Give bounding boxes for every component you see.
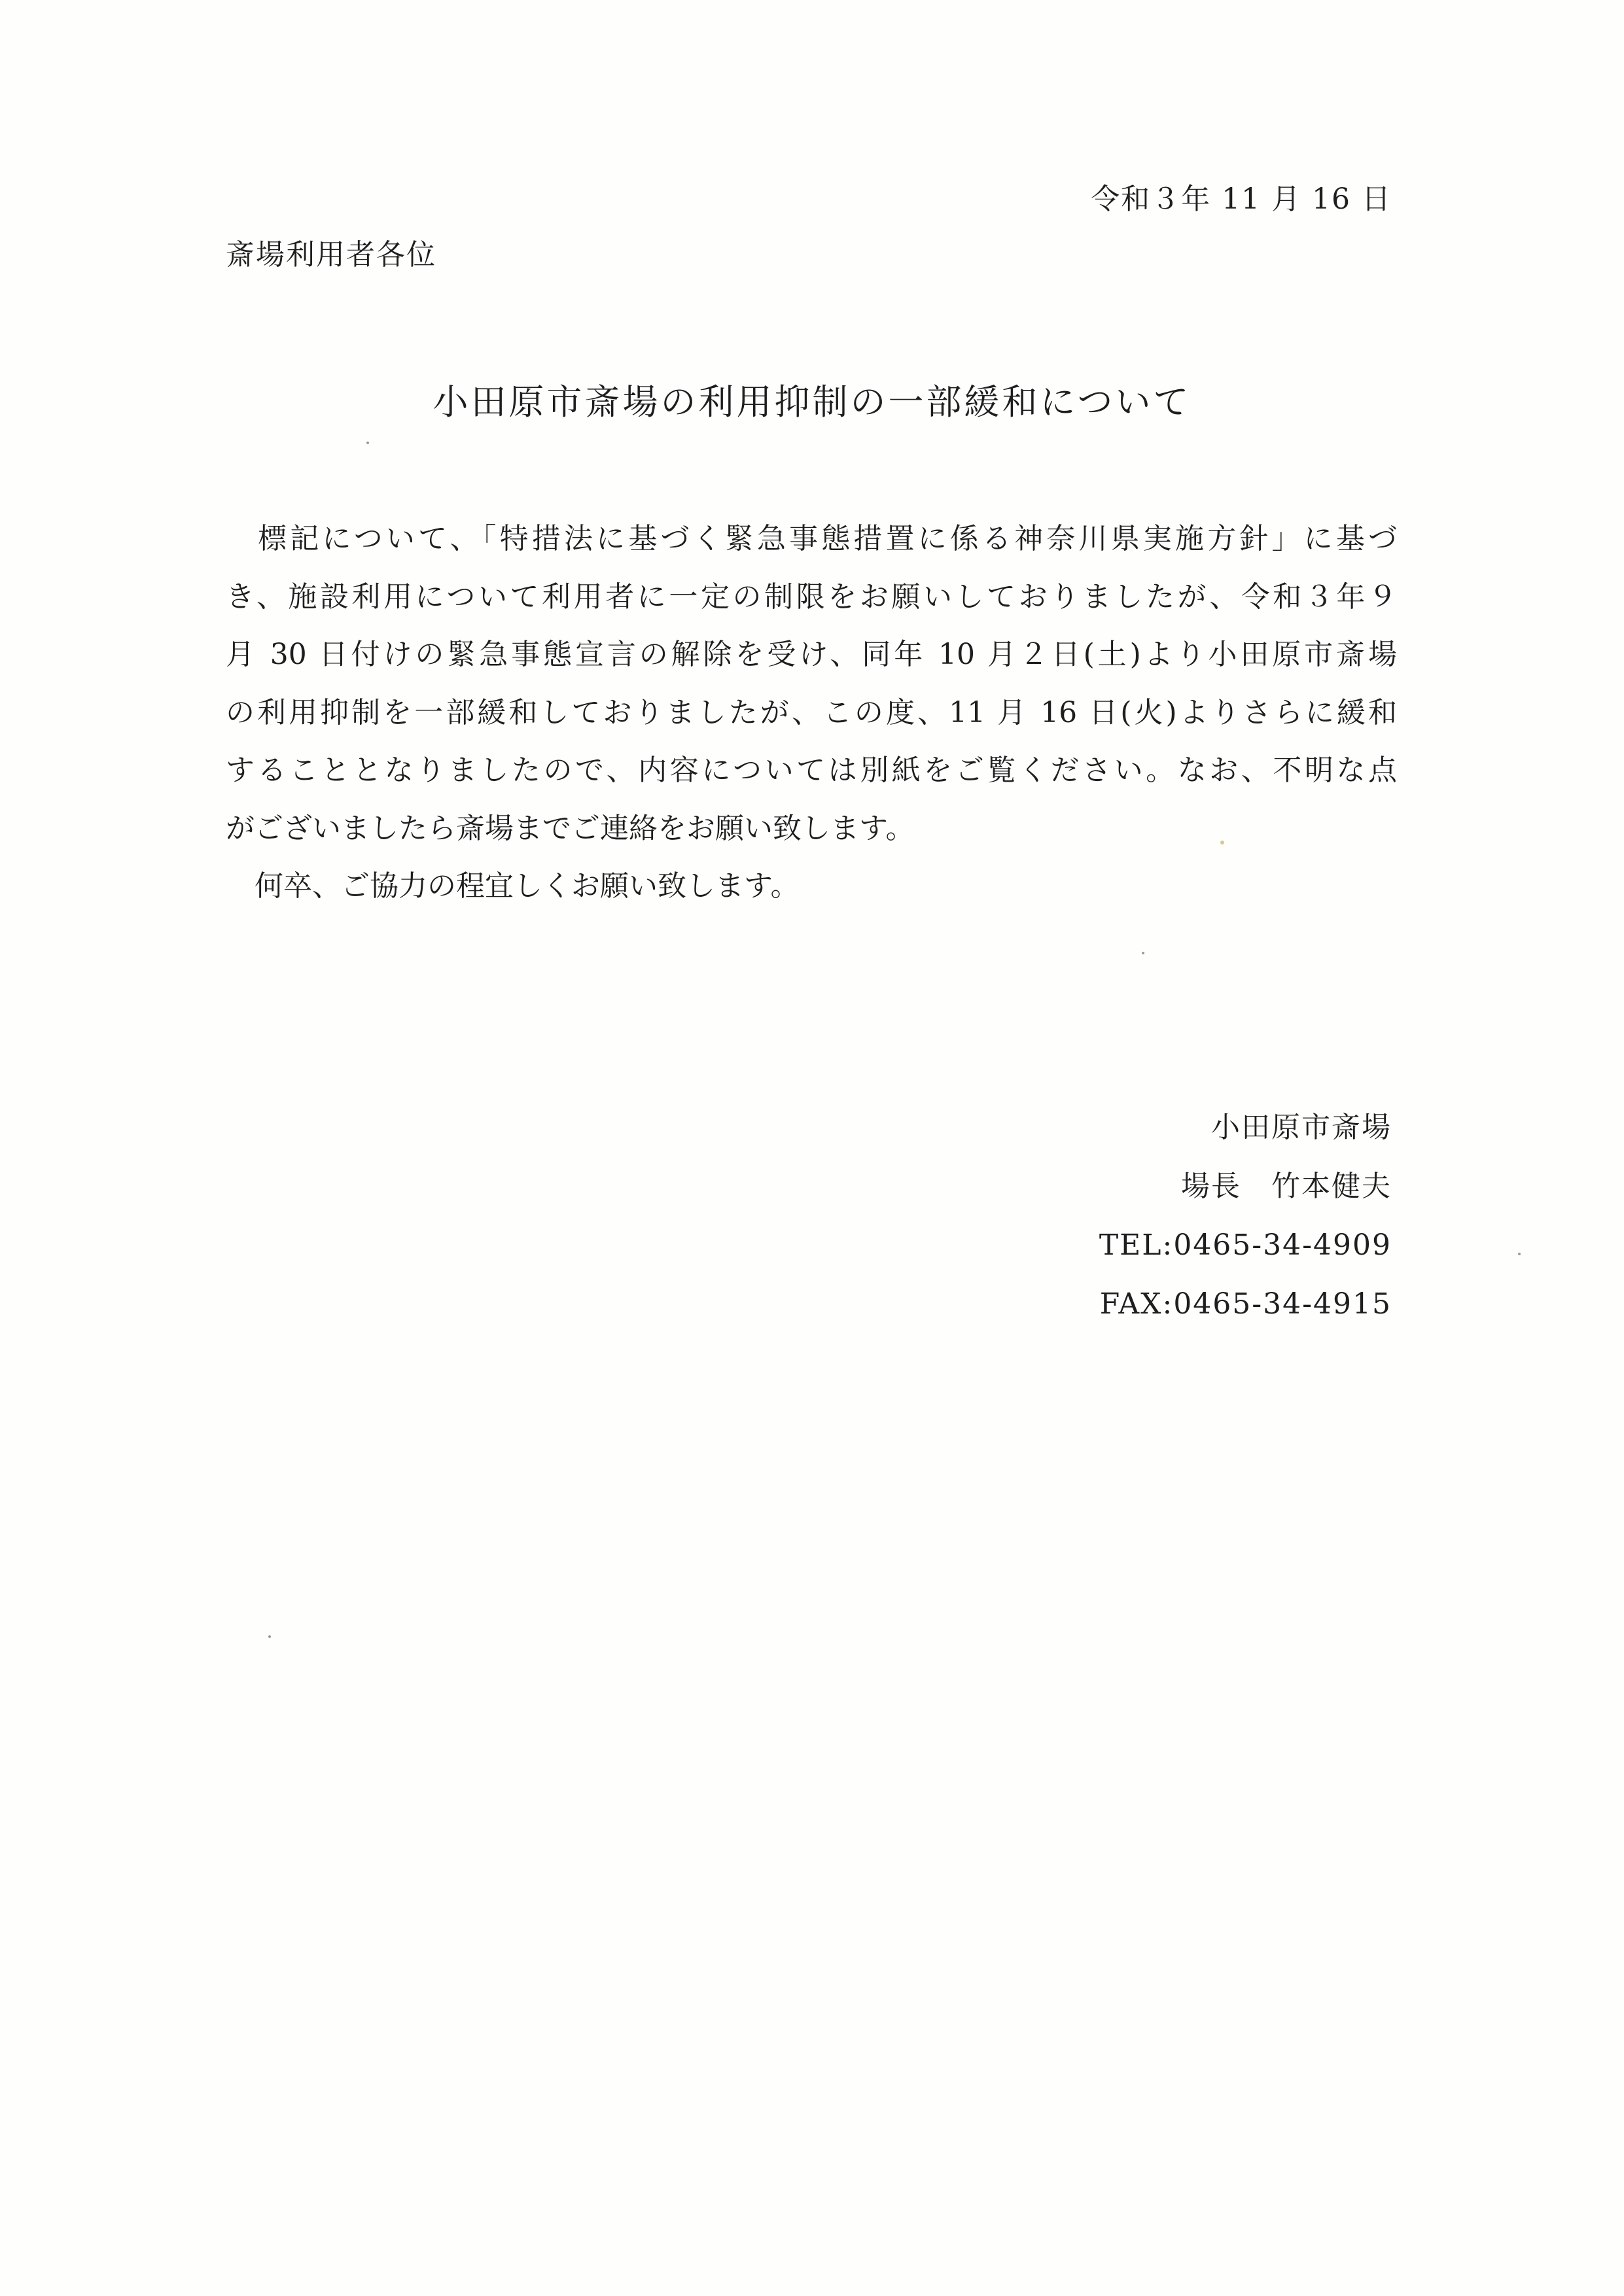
addressee: 斎場利用者各位 <box>226 238 436 271</box>
signature-fax: FAX:0465-34-4915 <box>1099 1287 1392 1321</box>
body-line: の利用抑制を一部緩和しておりましたが、この度、11 月 16 日(火)よりさらに緩和 <box>226 695 1397 729</box>
body-line: き、施設利用について利用者に一定の制限をお願いしておりましたが、令和３年９ <box>226 580 1397 614</box>
scan-speck <box>1220 841 1224 844</box>
scan-speck <box>1518 1253 1521 1255</box>
body-line: 月 30 日付けの緊急事態宣言の解除を受け、同年 10 月２日(土)より小田原市斎場 <box>226 638 1397 671</box>
signature-director: 場長 竹本健夫 <box>1181 1170 1392 1203</box>
body-text <box>226 517 1397 922</box>
document-title: 小田原市斎場の利用抑制の一部緩和について <box>432 381 1192 423</box>
body-line: 標記について、「特措法に基づく緊急事態措置に係る神奈川県実施方針」に基づ <box>226 522 1397 555</box>
signature-tel: TEL:0465-34-4909 <box>1099 1228 1392 1262</box>
scan-speck <box>366 442 369 444</box>
scan-speck <box>1142 952 1144 954</box>
body-line: がございましたら斎場までご連絡をお願い致します。 <box>226 811 915 845</box>
body-line: することとなりましたので、内容については別紙をご覧ください。なお、不明な点 <box>226 754 1397 787</box>
document-date: 令和３年 11 月 16 日 <box>1091 183 1392 216</box>
signature-organization: 小田原市斎場 <box>1211 1111 1392 1144</box>
scan-speck <box>268 1635 271 1638</box>
signature-block <box>1099 1105 1392 1341</box>
body-line: 何卒、ご協力の程宜しくお願い致します。 <box>226 869 800 903</box>
